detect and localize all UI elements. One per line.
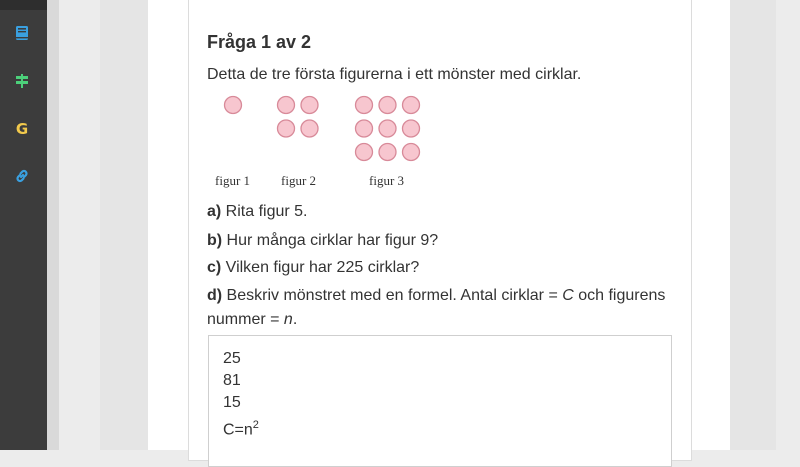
formula-exponent: 2 xyxy=(252,419,259,431)
figure-2-label: figur 2 xyxy=(281,173,317,188)
pattern-circle xyxy=(379,120,396,137)
pattern-circle xyxy=(301,120,318,137)
part-c-tag: c) xyxy=(207,259,222,276)
part-b xyxy=(207,229,667,253)
question-intro: Detta de tre första figurerna i ett mönster med cirklar. xyxy=(207,66,582,83)
answer-line-2: 81 xyxy=(223,372,241,389)
part-d-text-2: och figurens nummer = xyxy=(207,287,666,328)
part-d-tag: d) xyxy=(207,287,223,304)
figure-3-circles xyxy=(356,97,420,161)
figure-1-label: figur 1 xyxy=(215,173,251,188)
pattern-circle xyxy=(403,97,420,114)
figure-2-circles xyxy=(278,97,319,138)
pattern-circle xyxy=(356,97,373,114)
google-glyph: G xyxy=(15,120,29,138)
part-b-text: Hur många cirklar har figur 9? xyxy=(222,232,439,249)
part-d-var-c: C xyxy=(562,287,574,304)
answer-line-1: 25 xyxy=(223,350,241,367)
answer-line-formula xyxy=(223,414,259,439)
answer-line-3: 15 xyxy=(223,394,241,411)
question-title: Fråga 1 av 2 xyxy=(207,32,312,52)
pattern-circle xyxy=(403,144,420,161)
pattern-circle xyxy=(278,97,295,114)
part-c-text: Vilken figur har 225 cirklar? xyxy=(221,259,420,276)
part-c xyxy=(207,256,667,280)
pattern-circle xyxy=(379,144,396,161)
formula-base: C=n xyxy=(223,421,253,439)
pattern-circle xyxy=(225,97,242,114)
part-d-var-n: n xyxy=(283,311,293,328)
figure-1-circles xyxy=(225,97,242,114)
part-a-tag: a) xyxy=(207,203,222,220)
pattern-circle xyxy=(356,144,373,161)
answer-textarea[interactable] xyxy=(208,335,672,467)
pattern-circle xyxy=(301,97,318,114)
figure-3-label: figur 3 xyxy=(369,173,405,188)
part-d xyxy=(207,284,667,332)
figure-illustration xyxy=(0,0,800,200)
part-d-text-3: . xyxy=(292,311,298,328)
part-a xyxy=(207,200,667,224)
pattern-circle xyxy=(379,97,396,114)
pattern-circle xyxy=(356,120,373,137)
part-b-tag: b) xyxy=(207,232,223,249)
part-a-text: Rita figur 5. xyxy=(221,203,308,220)
pattern-circle xyxy=(403,120,420,137)
pattern-circle xyxy=(278,120,295,137)
part-d-text-1: Beskriv mönstret med en formel. Antal cirklar = xyxy=(222,287,563,304)
